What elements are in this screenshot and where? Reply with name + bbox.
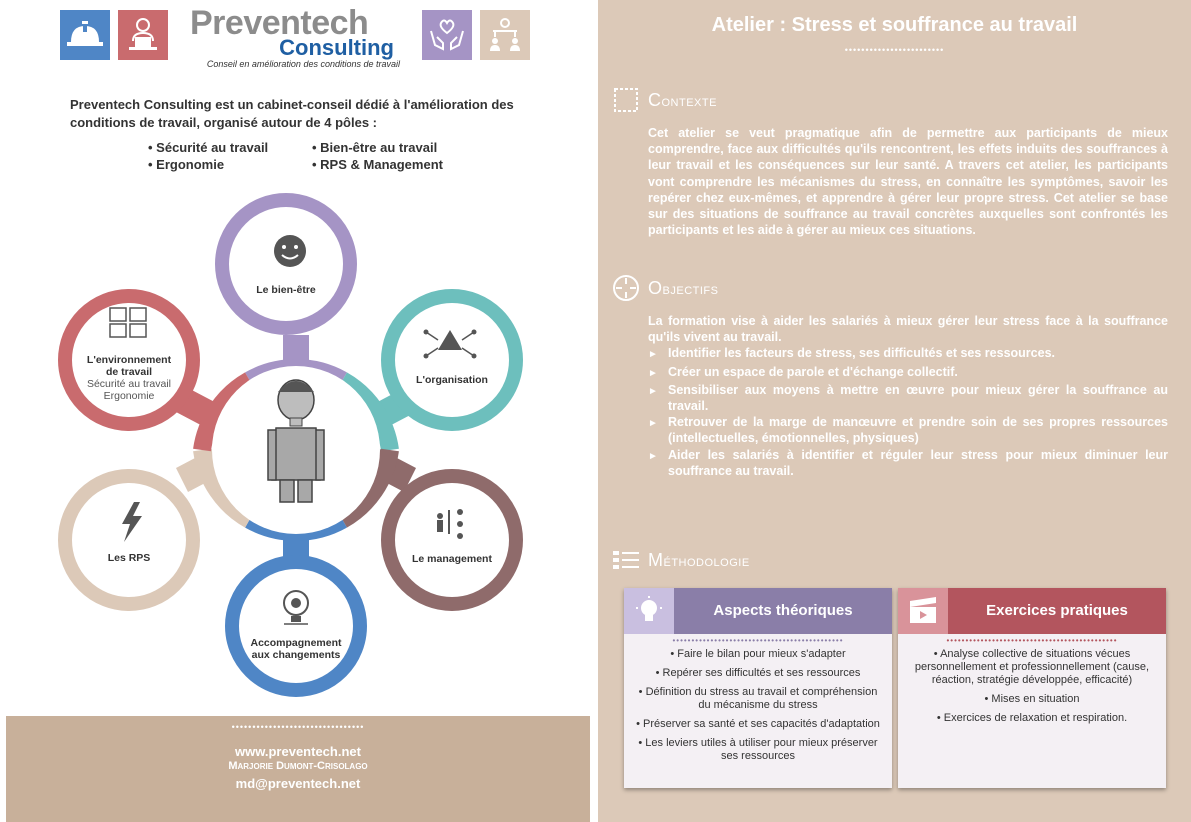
objectifs-heading-rest: bjectifs	[662, 280, 719, 298]
hands-heart-icon	[422, 10, 472, 60]
lightbulb-icon	[624, 588, 674, 634]
arrow-right-icon: ►	[648, 418, 658, 430]
objectifs-intro: La formation vise à aider les salariés à mieux gérer leur stress face à la souffrance qu'ils vivent au travail.	[648, 314, 1168, 345]
hard-hat-icon	[60, 10, 110, 60]
pole-item: • RPS & Management	[312, 157, 443, 172]
node-label-rps: Les RPS	[107, 552, 151, 564]
poles-list	[148, 139, 488, 173]
footer-email[interactable]: md@preventech.net	[235, 776, 361, 791]
logo-line1: Preventech	[190, 4, 369, 42]
node-organisation-ring	[388, 296, 516, 424]
node-label-environnement	[79, 354, 179, 402]
objectif-item: ► Aider les salariés à identifier et réguler leur stress pour mieux diminuer leur souffrance au travail.	[648, 447, 1168, 478]
card1-item: • Repérer ses difficultés et ses ressources	[655, 667, 861, 679]
objectif-item: ► Retrouver de la marge de manœuvre et prendre soin de ses propres ressources (intellectuelles, émotionnelles, physiques)	[648, 415, 1168, 446]
poles-diagram	[0, 180, 596, 700]
pole-item: • Sécurité au travail	[148, 140, 269, 155]
list-icon	[612, 546, 640, 574]
company-logo	[190, 4, 400, 69]
card-aspects-theoriques	[624, 588, 892, 788]
node-environnement-line2: de travail	[105, 366, 153, 378]
objectifs-heading-cap: O	[648, 277, 663, 298]
objectif-item: ► Identifier les facteurs de stress, ses difficultés et ses ressources.	[648, 345, 1168, 363]
node-environnement-sub1: Sécurité au travail	[86, 378, 172, 390]
card1-title: Aspects théoriques	[674, 588, 892, 634]
diagram-svg	[0, 180, 596, 700]
node-accompagnement-ring	[232, 562, 360, 690]
node-label-management: Le management	[412, 553, 492, 565]
contexte-heading-rest: ontexte	[661, 92, 717, 110]
node-label-accompagnement	[236, 637, 356, 661]
arrow-right-icon: ►	[648, 349, 658, 361]
section-methodologie-heading	[612, 546, 750, 574]
card2-dots: •••••••••••••••••••••••••••••••••••••••••••••	[946, 636, 1118, 645]
card2-item: • Analyse collective de situations vécues personnellement et professionnellement (cause, réaction, stratégie développée, efficacité)	[914, 648, 1150, 686]
pole-item: • Ergonomie	[148, 157, 225, 172]
footer-website[interactable]: www.preventech.net	[235, 744, 361, 759]
smiley-icon	[274, 235, 306, 267]
pole-item: • Bien-être au travail	[312, 140, 438, 155]
objectif-item: ► Créer un espace de parole et d'échange collectif.	[648, 364, 1168, 382]
arrow-right-icon: ►	[648, 367, 658, 379]
contexte-text: Cet atelier se veut pragmatique afin de permettre aux participants de mieux comprendre, face aux difficultés qu'ils rencontrent, les effets induits des souffrances à leur travail et les conséquences sur leur santé. A travers cet atelier, les participants vont comprendre les mécanismes du stress, en connaître les symptômes, savoir les repérer chez eux-mêmes, et apprendre à gérer leur propre stress. Cet atelier se base sur des situations de souffrance au travail concrètes auxquelles sont confrontés les participants et les aide à gérer au mieux ces situations.	[648, 126, 1168, 238]
card1-item: • Définition du stress au travail et compréhension du mécanisme du stress	[638, 686, 878, 711]
title-dots: ••••••••••••••••••••••••	[844, 45, 945, 55]
card1-item: • Faire le bilan pour mieux s'adapter	[670, 648, 846, 660]
contact-footer	[6, 716, 590, 822]
footer-dots: ••••••••••••••••••••••••••••••••	[231, 722, 365, 732]
right-page	[598, 0, 1191, 822]
logo-tagline: Conseil en amélioration des conditions de travail	[206, 59, 400, 69]
methodologie-heading-cap: M	[648, 549, 664, 570]
card2-list	[910, 648, 1154, 731]
workshop-title: Atelier : Stress et souffrance au travail	[711, 14, 1078, 36]
node-management-ring	[388, 476, 516, 604]
card2-title: Exercices pratiques	[948, 588, 1166, 634]
section-objectifs-heading	[612, 274, 718, 302]
arrow-right-icon: ►	[648, 385, 658, 397]
target-icon	[612, 274, 640, 302]
node-rps-ring	[65, 476, 193, 604]
section-contexte-heading	[612, 86, 717, 114]
dashed-square-icon	[612, 86, 640, 114]
arrow-right-icon: ►	[648, 450, 658, 462]
card1-item: • Préserver sa santé et ses capacités d'adaptation	[636, 718, 880, 730]
node-accompagnement-line2: aux changements	[251, 649, 341, 661]
team-gear-icon	[480, 10, 530, 60]
card1-item: • Les leviers utiles à utiliser pour mieux préserver ses ressources	[638, 737, 878, 762]
card-exercices-pratiques	[898, 588, 1166, 788]
node-label-bien-etre: Le bien-être	[256, 284, 316, 296]
computer-user-icon	[118, 10, 168, 60]
node-accompagnement-line1: Accompagnement	[250, 637, 342, 649]
footer-name: Marjorie Dumont-Crisolago	[228, 760, 368, 772]
clapperboard-icon	[898, 588, 948, 634]
node-environnement-line1: L'environnement	[86, 354, 172, 366]
card2-item: • Exercices de relaxation et respiration.	[936, 712, 1128, 724]
contexte-heading-cap: C	[648, 89, 662, 110]
objectif-item: ► Sensibiliser aux moyens à mettre en œuvre pour mieux gérer la souffrance au travail.	[648, 382, 1168, 414]
logo-line2: Consulting	[279, 35, 394, 60]
card1-dots: •••••••••••••••••••••••••••••••••••••••••••••	[672, 636, 844, 645]
objectifs-block	[648, 313, 1168, 479]
card1-list	[636, 648, 880, 769]
card2-item: • Mises en situation	[984, 693, 1080, 705]
methodologie-heading-rest: éthodologie	[663, 552, 750, 570]
intro-text: Preventech Consulting est un cabinet-conseil dédié à l'amélioration des conditions de travail, organisé autour de 4 pôles :	[70, 97, 514, 130]
node-environnement-sub2: Ergonomie	[103, 390, 155, 402]
node-label-organisation: L'organisation	[416, 374, 488, 386]
